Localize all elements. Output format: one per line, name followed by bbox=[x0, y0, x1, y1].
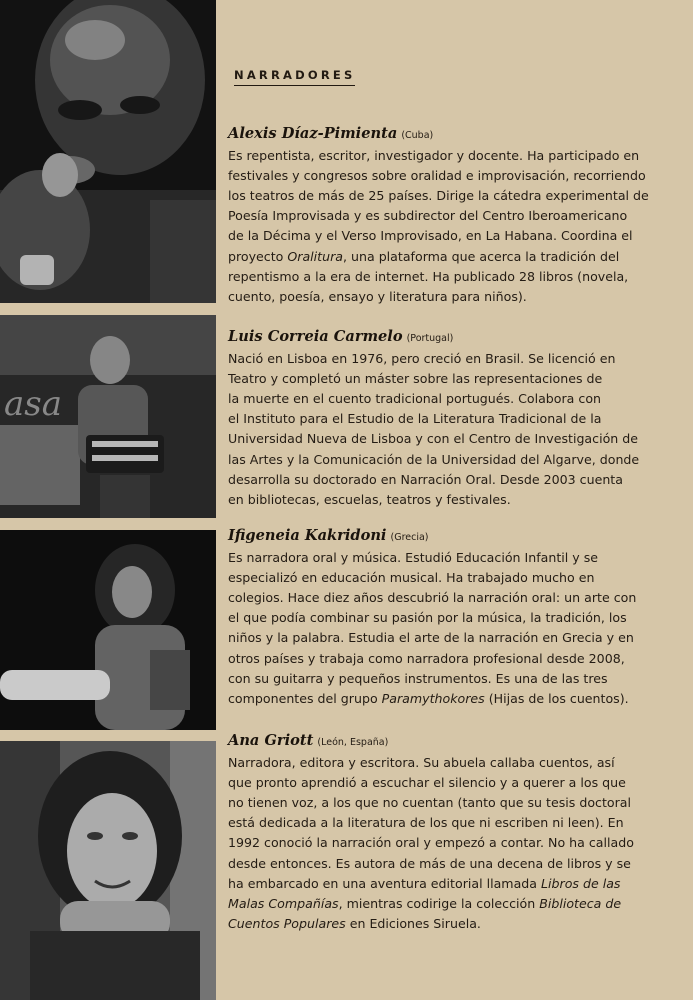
narrator-title bbox=[228, 731, 662, 753]
bio-line: especializó en educación musical. Ha trabajado mucho en bbox=[228, 570, 595, 586]
bio-line: con su guitarra y pequeños instrumentos. Es una de las tres bbox=[228, 670, 608, 686]
bio-line: las Artes y la Comunicación de la Universidad del Algarve, donde bbox=[228, 451, 640, 467]
bio-line: desarrolla su doctorado en Narración Oral. Desde 2003 cuenta bbox=[228, 471, 623, 487]
bio-line bbox=[228, 689, 662, 709]
narrator-description bbox=[228, 146, 662, 307]
bio-line: Universidad Nueva de Lisboa y con el Centro de Investigación de bbox=[228, 431, 639, 447]
narrator-country: (León, España) bbox=[317, 737, 389, 748]
group-title: Paramythokores bbox=[381, 690, 485, 706]
bio-line: 1992 conoció la narración oral y empezó a contar. No ha callado bbox=[228, 835, 634, 851]
project-title: Oralitura bbox=[287, 248, 343, 264]
collection-title: Biblioteca de bbox=[539, 895, 622, 911]
bio-text: en Ediciones Siruela. bbox=[345, 915, 481, 931]
bio-line: desde entonces. Es autora de más de una decena de libros y se bbox=[228, 855, 631, 871]
bio-line: el que podía combinar su pasión por la música, la tradición, los bbox=[228, 610, 627, 626]
bio-line: que pronto aprendió a escuchar el silencio y a querer a los que bbox=[228, 775, 626, 791]
book-title: Malas Compañías bbox=[228, 895, 339, 911]
bio-text: , mientras codirige la colección bbox=[338, 895, 540, 911]
narrator-title bbox=[228, 526, 662, 548]
narrator-bio-1 bbox=[228, 124, 662, 307]
photo-ifigeneia-kakridoni bbox=[0, 530, 216, 730]
bio-line bbox=[228, 914, 662, 934]
narrator-bio-3 bbox=[228, 526, 662, 709]
bio-line: Teatro y completó un máster sobre las representaciones de bbox=[228, 371, 603, 387]
bio-line: los teatros de más de 25 países. Dirige la cátedra experimental de bbox=[228, 188, 649, 204]
narrator-bio-2 bbox=[228, 327, 662, 510]
bio-line: Narradora, editora y escritora. Su abuela callaba cuentos, así bbox=[228, 755, 615, 771]
bio-line: Es repentista, escritor, investigador y docente. Ha participado en bbox=[228, 148, 640, 164]
narrator-bio-4 bbox=[228, 731, 662, 934]
bio-line: en bibliotecas, escuelas, teatros y festivales. bbox=[228, 491, 511, 507]
bio-line: no tienen voz, a los que no cuentan (tanto que su tesis doctoral bbox=[228, 795, 631, 811]
collection-title: Cuentos Populares bbox=[228, 915, 346, 931]
bio-line bbox=[228, 247, 662, 267]
narrator-country: (Grecia) bbox=[390, 532, 429, 543]
bio-line: colegios. Hace diez años descubrió la narración oral: un arte con bbox=[228, 590, 637, 606]
book-title: Libros de las bbox=[541, 875, 621, 891]
bio-line: Nació en Lisboa en 1976, pero creció en Brasil. Se licenció en bbox=[228, 351, 616, 367]
bio-text: (Hijas de los cuentos). bbox=[484, 690, 629, 706]
narrator-description bbox=[228, 753, 662, 934]
bio-line: cuento, poesía, ensayo y literatura para niños). bbox=[228, 288, 527, 304]
bio-line: está dedicada a la literatura de los que ni escriben ni leen). En bbox=[228, 815, 624, 831]
narrator-description bbox=[228, 349, 662, 510]
bio-line: otros países y trabaja como narradora profesional desde 2008, bbox=[228, 650, 625, 666]
photo-ana-griott bbox=[0, 741, 216, 1000]
bio-line bbox=[228, 874, 662, 894]
bio-line: repentismo a la era de internet. Ha publicado 28 libros (novela, bbox=[228, 268, 629, 284]
bio-line: de la Décima y el Verso Improvisado, en La Habana. Coordina el bbox=[228, 228, 633, 244]
bio-line: festivales y congresos sobre oralidad e improvisación, recorriendo bbox=[228, 168, 646, 184]
bio-text: ha embarcado en una aventura editorial llamada bbox=[228, 875, 542, 891]
narrator-country: (Cuba) bbox=[401, 130, 434, 141]
bio-line: la muerte en el cuento tradicional portugués. Colabora con bbox=[228, 391, 602, 407]
bio-text: componentes del grupo bbox=[228, 690, 382, 706]
narrator-name: Ifigeneia Kakridoni bbox=[228, 527, 387, 544]
bio-line: Es narradora oral y música. Estudió Educación Infantil y se bbox=[228, 550, 599, 566]
narrator-name: Ana Griott bbox=[228, 732, 314, 749]
bio-text: proyecto bbox=[228, 248, 288, 264]
narrator-name: Alexis Díaz-Pimienta bbox=[228, 125, 398, 142]
narrator-title bbox=[228, 327, 662, 349]
narrator-country: (Portugal) bbox=[406, 333, 454, 344]
photo-alexis-diaz-pimienta bbox=[0, 0, 216, 303]
svg-text:asa: asa bbox=[4, 384, 62, 424]
bio-line: niños y la palabra. Estudia el arte de la narración en Grecia y en bbox=[228, 630, 634, 646]
bio-line: el Instituto para el Estudio de la Literatura Tradicional de la bbox=[228, 411, 602, 427]
narrator-description bbox=[228, 548, 662, 709]
bio-text: , una plataforma que acerca la tradición del bbox=[343, 248, 620, 264]
bio-line bbox=[228, 894, 662, 914]
narrator-title bbox=[228, 124, 662, 146]
section-heading: NARRADORES bbox=[234, 68, 355, 86]
narrator-name: Luis Correia Carmelo bbox=[228, 328, 403, 345]
bio-line: Poesía Improvisada y es subdirector del Centro Iberoamericano bbox=[228, 208, 628, 224]
photo-luis-correia-carmelo bbox=[0, 315, 216, 518]
photo-column bbox=[0, 0, 216, 1000]
